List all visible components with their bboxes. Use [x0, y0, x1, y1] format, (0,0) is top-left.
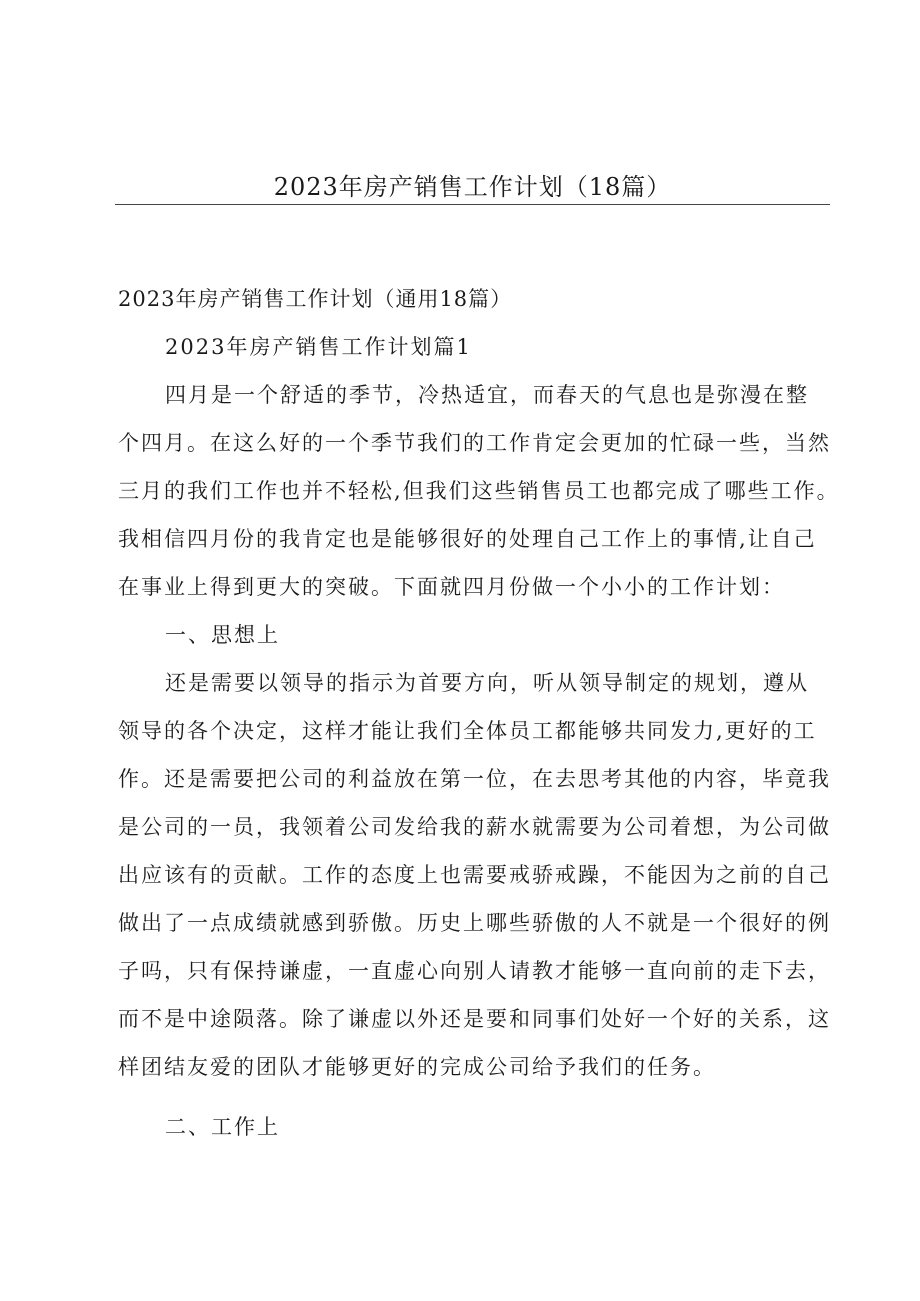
paragraph-2	[118, 659, 833, 1091]
paragraph-line: 作。还是需要把公司的利益放在第一位，在去思考其他的内容，毕竟我	[118, 767, 831, 791]
paragraph-line: 四月是一个舒适的季节，冷热适宜，而春天的气息也是弥漫在整	[165, 383, 809, 407]
paragraph-line: 做出了一点成绩就感到骄傲。历史上哪些骄傲的人不就是一个很好的例	[118, 911, 831, 935]
heading-thought: 一、思想上	[165, 623, 280, 647]
paragraph-1	[118, 371, 840, 611]
paragraph-line: 三月的我们工作也并不轻松,但我们这些销售员工也都完成了哪些工作。	[118, 479, 840, 503]
document-body	[118, 275, 840, 1151]
paragraph-line: 是公司的一员，我领着公司发给我的薪水就需要为公司着想，为公司做	[118, 815, 831, 839]
paragraph-line: 子吗，只有保持谦虚，一直虚心向别人请教才能够一直向前的走下去，	[118, 959, 831, 983]
paragraph-line: 还是需要以领导的指示为首要方向，听从领导制定的规划，遵从	[165, 671, 809, 695]
section-heading: 2023年房产销售工作计划篇1	[165, 335, 472, 359]
document-title: 2023年房产销售工作计划（18篇）	[273, 173, 672, 201]
paragraph-line: 个四月。在这么好的一个季节我们的工作肯定会更加的忙碌一些，当然	[118, 431, 831, 455]
document-subtitle: 2023年房产销售工作计划（通用18篇）	[118, 287, 513, 311]
paragraph-line: 领导的各个决定，这样才能让我们全体员工都能够共同发力,更好的工	[118, 719, 817, 743]
paragraph-line: 而不是中途陨落。除了谦虚以外还是要和同事们处好一个好的关系，这	[118, 1007, 831, 1031]
heading-work: 二、工作上	[165, 1115, 280, 1139]
paragraph-line: 出应该有的贡献。工作的态度上也需要戒骄戒躁，不能因为之前的自己	[118, 863, 831, 887]
paragraph-line: 我相信四月份的我肯定也是能够很好的处理自己工作上的事情,让自己	[118, 527, 817, 551]
title-underline	[115, 204, 830, 205]
paragraph-line: 样团结友爱的团队才能够更好的完成公司给予我们的任务。	[118, 1055, 716, 1079]
paragraph-line: 在事业上得到更大的突破。下面就四月份做一个小小的工作计划：	[118, 575, 785, 599]
